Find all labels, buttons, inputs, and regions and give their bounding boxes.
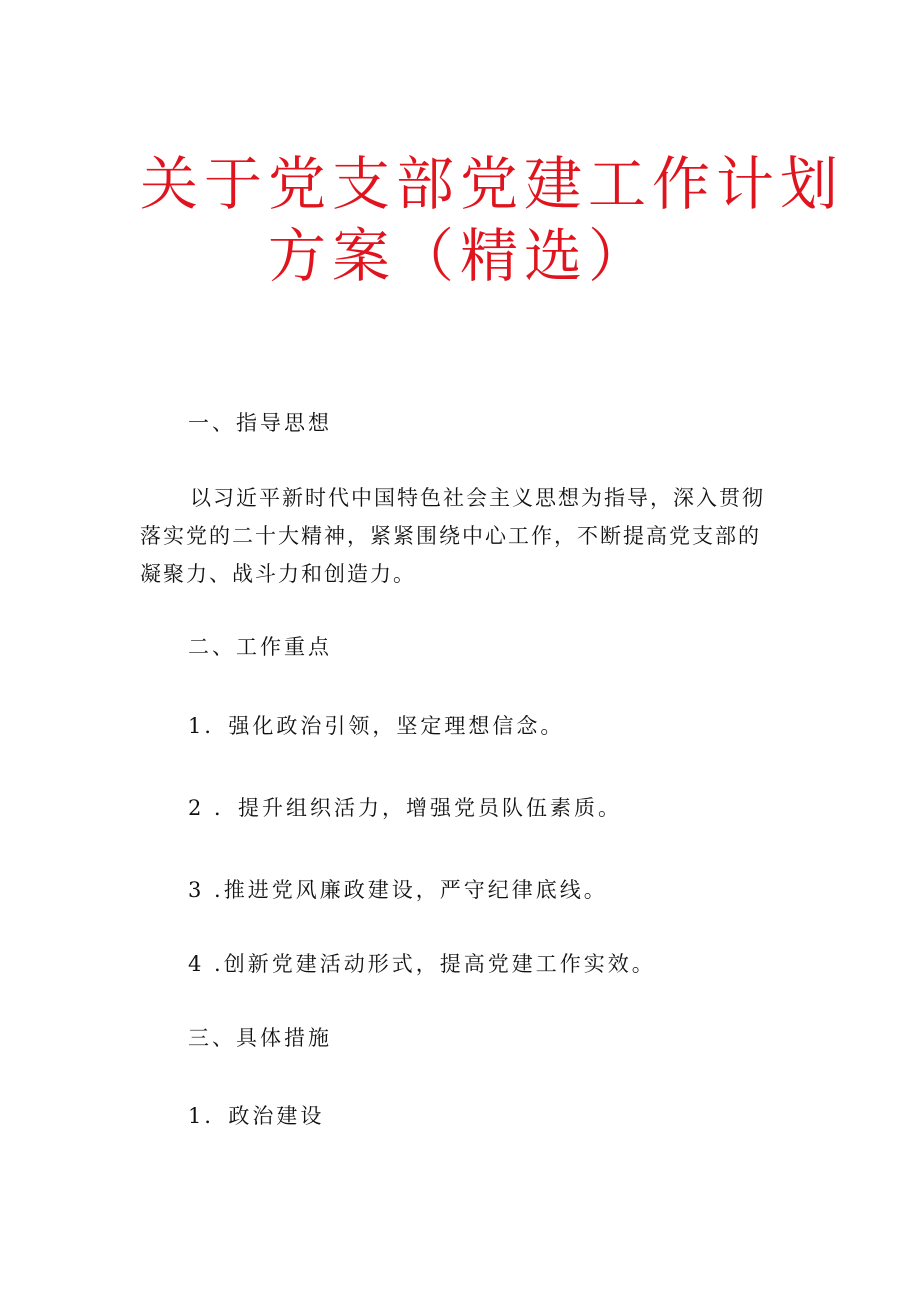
paragraph-line: 凝聚力、战斗力和创造力。	[140, 562, 416, 586]
work-focus-item-2: 2 ．提升组织活力，增强党员队伍素质。	[188, 796, 623, 820]
paragraph-line: 以习近平新时代中国特色社会主义思想为指导，深入贯彻	[190, 486, 765, 510]
paragraph-line: 落实党的二十大精神，紧紧围绕中心工作，不断提高党支部的	[140, 524, 761, 548]
section-heading-specific-measures: 三、具体措施	[188, 1026, 332, 1050]
specific-measures-item-1: 1．政治建设	[188, 1104, 325, 1128]
document-title-line-2: 方案（精选）	[267, 222, 652, 290]
section-heading-work-focus: 二、工作重点	[188, 635, 332, 659]
work-focus-item-1: 1．强化政治引领，坚定理想信念。	[188, 714, 565, 738]
document-title-line-1: 关于党支部党建工作计划	[140, 150, 845, 218]
work-focus-item-4: 4 .创新党建活动形式，提高党建工作实效。	[188, 952, 656, 976]
section-heading-guiding-ideology: 一、指导思想	[188, 411, 332, 435]
guiding-ideology-paragraph	[140, 479, 780, 593]
work-focus-item-3: 3 .推进党风廉政建设，严守纪律底线。	[188, 878, 608, 902]
